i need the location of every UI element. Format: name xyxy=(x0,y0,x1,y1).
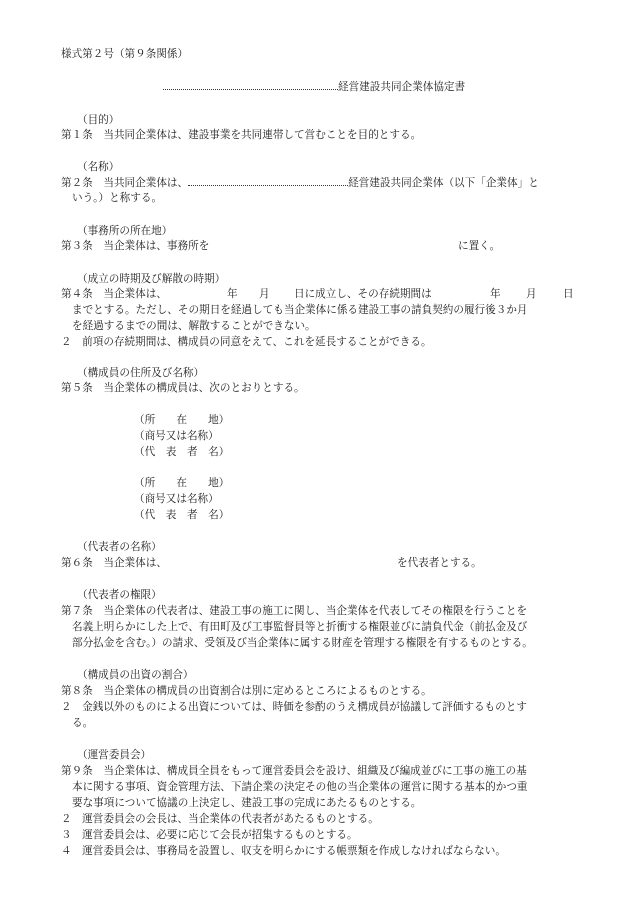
title-suffix: 経営建設共同企業体協定書 xyxy=(338,81,466,93)
name-blank[interactable] xyxy=(163,80,338,90)
article-5-heading: （構成員の住所及び名称） xyxy=(77,367,205,379)
article-4-para2: ２ 前項の存続期間は、構成員の同意をえて、これを延長することができる。 xyxy=(61,336,432,348)
article-2-line2: いう。）と称する。 xyxy=(72,192,163,204)
form-label: 様式第２号（第９条関係） xyxy=(61,48,189,60)
article-4-end-year: 年 xyxy=(490,288,501,300)
article-7-line3: 部分払金を含む。）の請求、受領及び当企業体に属する財産を管理する権限を有するものとする。 xyxy=(72,637,533,649)
member2-rep-label: （代 表 者 名） xyxy=(134,509,230,521)
member2-name-label: （商号又は名称） xyxy=(134,493,219,505)
article-8-para2-line2: る。 xyxy=(72,717,94,729)
article-4-line2: までとする。ただし、その期日を経過しても当企業体に係る建設工事の請負契約の履行後３か月 xyxy=(72,304,528,316)
article-4-month: 月 xyxy=(259,288,270,300)
article-6-post: を代表者とする。 xyxy=(397,557,482,569)
article-1-heading: （目的） xyxy=(77,114,120,126)
article-5-text: 第５条 当企業体の構成員は、次のとおりとする。 xyxy=(61,382,305,394)
jv-name-blank[interactable] xyxy=(188,176,348,186)
article-4-end-day: 日 xyxy=(563,288,574,300)
article-4-line3: を経過するまでの間は、解散することができない。 xyxy=(72,320,316,332)
article-4-line1-a: 第４条 当企業体は、 xyxy=(61,288,167,300)
article-3-pre: 第３条 当企業体は、事務所を xyxy=(61,240,210,252)
member2-address-label: （所 在 地） xyxy=(134,477,230,489)
article-7-heading: （代表者の権限） xyxy=(77,589,162,601)
document-title xyxy=(163,80,465,94)
article-6-heading: （代表者の名称） xyxy=(77,541,162,553)
article-1-text: 第１条 当共同企業体は、建設事業を共同連帯して営むことを目的とする。 xyxy=(61,129,422,141)
article-9-para3: ３ 運営委員会は、必要に応じて会長が招集するものとする。 xyxy=(61,829,358,841)
article-3-heading: （事務所の所在地） xyxy=(77,225,173,237)
article-8-heading: （構成員の出資の割合） xyxy=(77,669,194,681)
article-4-end-month: 月 xyxy=(526,288,537,300)
article-9-line2: 本に関する事項、資金管理方法、下請企業の決定その他の当企業体の運営に関する基本的かつ重 xyxy=(72,781,528,793)
article-8-para2-line1: ２ 金銭以外のものによる出資については、時価を参酌のうえ構成員が協議して評価するものとす xyxy=(61,701,527,713)
article-9-line1: 第９条 当企業体は、構成員全員をもって運営委員会を設け、組織及び編成並びに工事の施工の基 xyxy=(61,765,527,777)
article-4-day-text: 日に成立し、その存続期間は xyxy=(294,288,432,300)
article-4-year: 年 xyxy=(227,288,238,300)
article-8-line1: 第８条 当企業体の構成員の出資割合は別に定めるところによるものとする。 xyxy=(61,685,432,697)
article-9-line3: 要な事項について協議の上決定し、建設工事の完成にあたるものとする。 xyxy=(72,797,422,809)
article-3-post: に置く。 xyxy=(458,240,501,252)
article-9-para4: ４ 運営委員会は、事務局を設置し、収支を明らかにする帳票類を作成しなければならない。 xyxy=(61,845,506,857)
article-2-heading: （名称） xyxy=(77,161,120,173)
article-2-line1: 第２条 当共同企業体は、 経営建設共同企業体（以下「企業体」と xyxy=(61,177,539,189)
article-9-heading: （運営委員会） xyxy=(77,749,152,761)
article-4-heading: （成立の時期及び解散の時期） xyxy=(77,273,226,285)
article-7-line2: 名義上明らかにした上で、有田町及び工事監督員等と折衝する権限並びに請負代金（前払金及び xyxy=(72,621,528,633)
article-7-line1: 第７条 当企業体の代表者は、建設工事の施工に関し、当企業体を代表してその権限を行うことを xyxy=(61,605,528,617)
member1-address-label: （所 在 地） xyxy=(134,414,230,426)
article-9-para2: ２ 運営委員会の会長は、当企業体の代表者があたるものとする。 xyxy=(61,813,379,825)
member1-rep-label: （代 表 者 名） xyxy=(134,446,230,458)
article-6-pre: 第６条 当企業体は、 xyxy=(61,557,167,569)
member1-name-label: （商号又は名称） xyxy=(134,430,219,442)
